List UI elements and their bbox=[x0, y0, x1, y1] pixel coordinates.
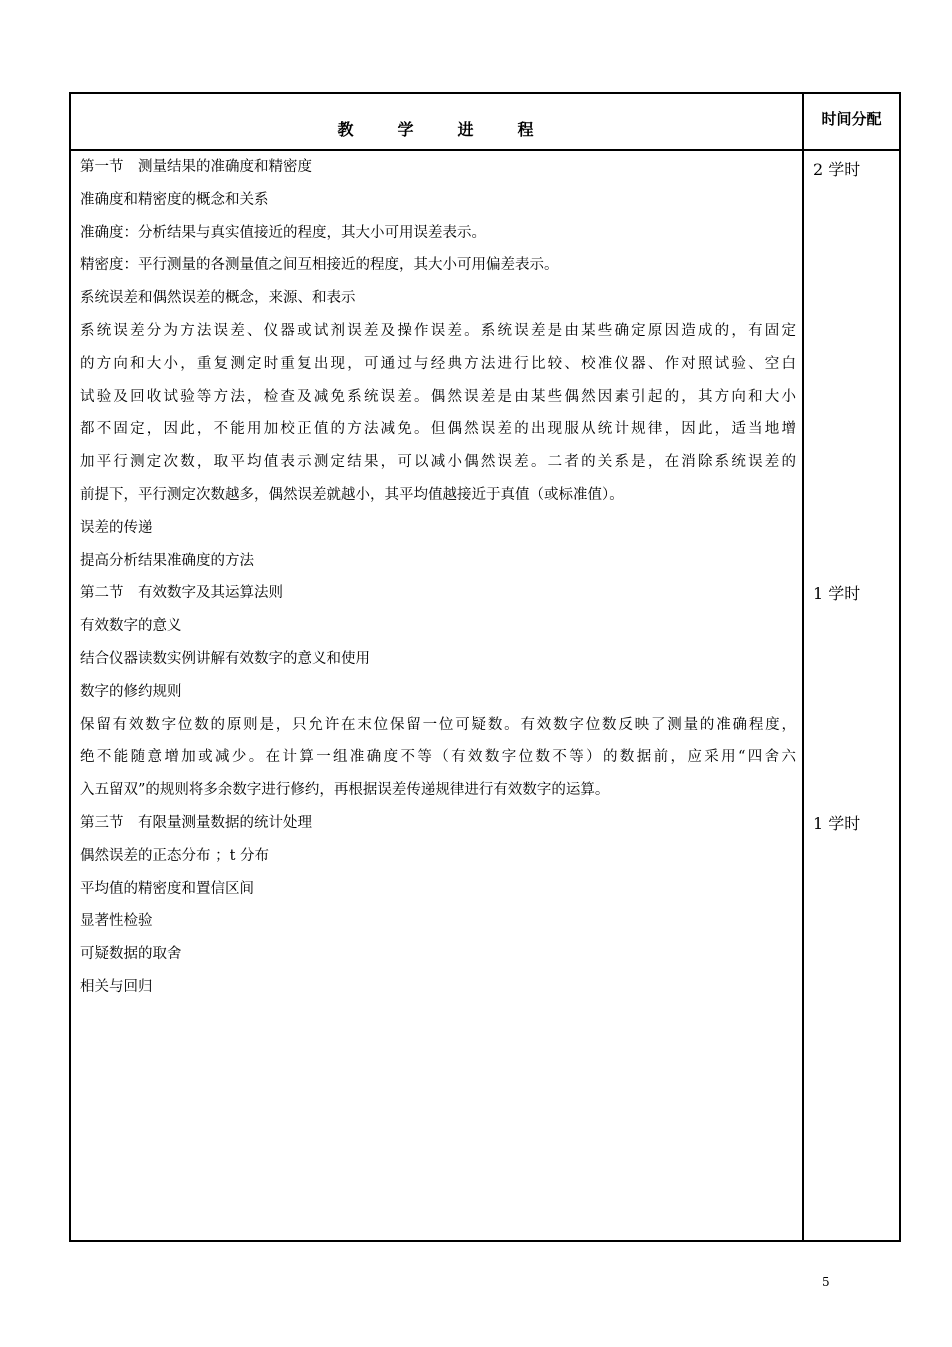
time-allocation: 2 学时 bbox=[813, 160, 861, 179]
time-allocation: 1 学时 bbox=[813, 814, 861, 833]
section-heading: 第二节 有效数字及其运算法则 bbox=[80, 585, 283, 602]
paragraph-line: 保留有效数字位数的原则是，只允许在末位保留一位可疑数。有效数字位数反映了测量的准确程度， bbox=[80, 716, 796, 733]
paragraph-line: 都不固定，因此，不能用加校正值的方法减免。但偶然误差的出现服从统计规律，因此，适当地增 bbox=[80, 421, 796, 438]
text-line: 平均值的精密度和置信区间 bbox=[80, 880, 254, 897]
text-line: 误差的传递 bbox=[80, 519, 153, 536]
header-title-char: 程 bbox=[517, 120, 536, 139]
text-line: 准确度和精密度的概念和关系 bbox=[80, 191, 269, 208]
text-line: 显著性检验 bbox=[80, 913, 153, 930]
header-time-label: 时间分配 bbox=[821, 110, 882, 128]
schedule-table bbox=[69, 92, 901, 1242]
text-line: 有效数字的意义 bbox=[80, 618, 182, 635]
paragraph-line: 入五留双”的规则将多余数字进行修约，再根据误差传递规律进行有效数字的运算。 bbox=[80, 782, 610, 799]
text-line: 偶然误差的正态分布 ；t 分布 bbox=[80, 847, 270, 864]
text-line: 相关与回归 bbox=[80, 978, 153, 995]
paragraph-line: 前提下，平行测定次数越多，偶然误差就越小，其平均值越接近于真值（或标准值）。 bbox=[80, 486, 624, 503]
paragraph-line: 的方向和大小，重复测定时重复出现，可通过与经典方法进行比较、校准仪器、作对照试验、空白 bbox=[80, 355, 796, 372]
time-allocation: 1 学时 bbox=[813, 584, 861, 603]
text-line: 准确度：分析结果与真实值接近的程度，其大小可用误差表示。 bbox=[80, 224, 486, 241]
content-column bbox=[80, 151, 796, 1004]
page-number: 5 bbox=[822, 1275, 830, 1289]
paragraph-line: 试验及回收试验等方法，检查及减免系统误差。偶然误差是由某些偶然因素引起的，其方向和大小 bbox=[80, 388, 796, 405]
section-heading: 第一节 测量结果的准确度和精密度 bbox=[80, 159, 312, 175]
text-line: 提高分析结果准确度的方法 bbox=[80, 552, 254, 569]
column-divider bbox=[802, 94, 804, 1240]
text-line: 数字的修约规则 bbox=[80, 683, 182, 700]
text-line: 可疑数据的取舍 bbox=[80, 946, 182, 963]
paragraph-line: 加平行测定次数，取平均值表示测定结果，可以减小偶然误差。二者的关系是，在消除系统误差的 bbox=[80, 454, 796, 471]
section-heading: 第三节 有限量测量数据的统计处理 bbox=[80, 814, 312, 831]
text-line: 精密度：平行测量的各测量值之间互相接近的程度，其大小可用偏差表示。 bbox=[80, 257, 559, 274]
paragraph-line: 系统误差分为方法误差、仪器或试剂误差及操作误差。系统误差是由某些确定原因造成的，有固定 bbox=[80, 322, 796, 339]
header-title bbox=[71, 94, 802, 149]
paragraph-line: 绝不能随意增加或减少。在计算一组准确度不等（有效数字位数不等）的数据前，应采用“四舍六 bbox=[80, 749, 796, 766]
text-line: 系统误差和偶然误差的概念，来源、和表示 bbox=[80, 290, 356, 307]
text-line: 结合仪器读数实例讲解有效数字的意义和使用 bbox=[80, 650, 370, 667]
header-title-char: 学 bbox=[397, 120, 416, 139]
header-title-char: 进 bbox=[457, 120, 476, 139]
header-title-char: 教 bbox=[337, 120, 356, 139]
